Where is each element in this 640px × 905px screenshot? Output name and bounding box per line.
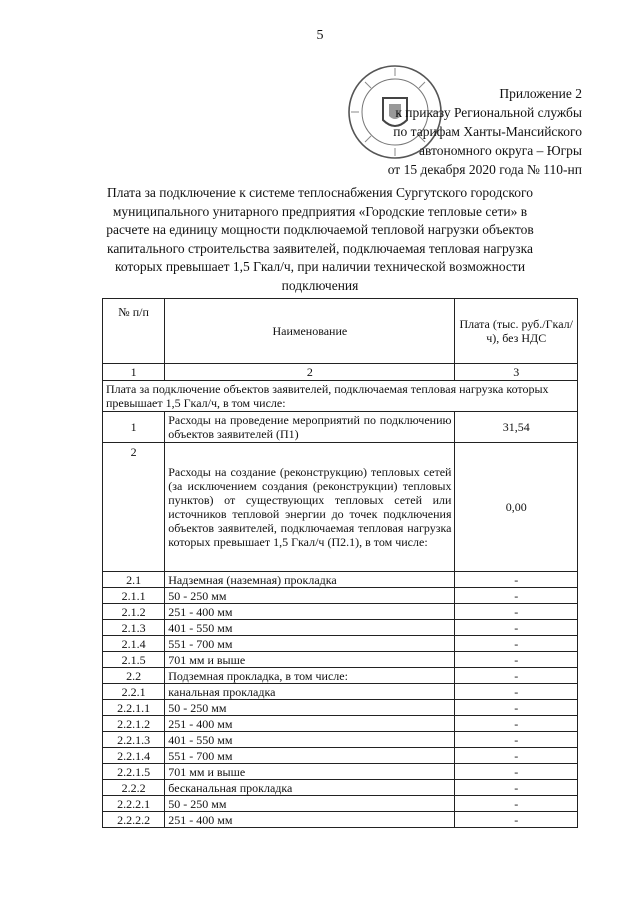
row-num: 2.2.2 bbox=[103, 780, 165, 796]
row-fee: - bbox=[455, 588, 578, 604]
table-row bbox=[103, 796, 578, 812]
table-row bbox=[103, 812, 578, 828]
table-row bbox=[103, 732, 578, 748]
row-name: 50 - 250 мм bbox=[165, 700, 455, 716]
row-fee: - bbox=[455, 684, 578, 700]
row-num: 2.2.1.2 bbox=[103, 716, 165, 732]
row-fee: - bbox=[455, 668, 578, 684]
row-num: 2.2.1.3 bbox=[103, 732, 165, 748]
fee-table bbox=[102, 298, 578, 828]
table-row bbox=[103, 652, 578, 668]
row-fee: - bbox=[455, 636, 578, 652]
row-name: Надземная (наземная) прокладка bbox=[165, 572, 455, 588]
row-num: 2.1.4 bbox=[103, 636, 165, 652]
header-name: Наименование bbox=[165, 299, 455, 364]
row-fee: - bbox=[455, 604, 578, 620]
sub-rows bbox=[103, 572, 578, 828]
table-row bbox=[103, 780, 578, 796]
appendix-line: Приложение 2 bbox=[499, 86, 582, 101]
column-number: 1 bbox=[103, 364, 165, 381]
row-num: 2.1 bbox=[103, 572, 165, 588]
row-name: Расходы на создание (реконструкцию) тепловых сетей (за исключением создания (реконструкции) тепловых пунктов) от существующих тепловых сетей или источников тепловой энергии до точек подключения объектов заявителей, подключаемая тепловая нагрузка которых превышает 1,5 Гкал/ч (П2.1), в том числе: bbox=[165, 443, 455, 572]
row-num: 2.1.1 bbox=[103, 588, 165, 604]
table-row bbox=[103, 748, 578, 764]
row-name: 701 мм и выше bbox=[165, 652, 455, 668]
row-num: 2.2.1.1 bbox=[103, 700, 165, 716]
row-name: 251 - 400 мм bbox=[165, 812, 455, 828]
appendix-line: от 15 декабря 2020 года № 110-нп bbox=[387, 162, 582, 177]
row-name: канальная прокладка bbox=[165, 684, 455, 700]
row-fee: - bbox=[455, 748, 578, 764]
header-num: № п/п bbox=[103, 299, 165, 364]
row-fee: - bbox=[455, 620, 578, 636]
row-name: Подземная прокладка, в том числе: bbox=[165, 668, 455, 684]
row-name: бесканальная прокладка bbox=[165, 780, 455, 796]
row-num: 1 bbox=[103, 412, 165, 443]
column-number: 3 bbox=[455, 364, 578, 381]
row-name: 50 - 250 мм bbox=[165, 796, 455, 812]
row-fee: - bbox=[455, 764, 578, 780]
section-heading-row bbox=[103, 381, 578, 412]
column-number-row bbox=[103, 364, 578, 381]
table-row bbox=[103, 764, 578, 780]
document-title: Плата за подключение к системе теплоснабжения Сургутского городского муниципального унитарного предприятия «Городские тепловые сети» в расчете на единицу мощности подключаемой тепловой нагрузки объектов капитального строительства заявителей, подключаемая тепловая нагрузка которых превышает 1,5 Гкал/ч, при наличии технической возможности подключения bbox=[106, 185, 534, 293]
appendix-line: к приказу Региональной службы bbox=[395, 105, 582, 120]
section-heading: Плата за подключение объектов заявителей, подключаемая тепловая нагрузка которых превышает 1,5 Гкал/ч, в том числе: bbox=[103, 381, 578, 412]
row-fee: - bbox=[455, 700, 578, 716]
row-name: 551 - 700 мм bbox=[165, 748, 455, 764]
row-fee: - bbox=[455, 732, 578, 748]
row-name: 401 - 550 мм bbox=[165, 620, 455, 636]
table-row bbox=[103, 684, 578, 700]
table-row bbox=[103, 412, 578, 443]
row-num: 2.2.1.4 bbox=[103, 748, 165, 764]
table-header-row bbox=[103, 299, 578, 364]
row-name: 701 мм и выше bbox=[165, 764, 455, 780]
row-num: 2 bbox=[103, 443, 165, 572]
row-name: 251 - 400 мм bbox=[165, 716, 455, 732]
table-row bbox=[103, 716, 578, 732]
row-num: 2.2.1.5 bbox=[103, 764, 165, 780]
row-num: 2.2 bbox=[103, 668, 165, 684]
row-num: 2.1.5 bbox=[103, 652, 165, 668]
appendix-block bbox=[322, 84, 582, 179]
row-num: 2.2.2.1 bbox=[103, 796, 165, 812]
row-num: 2.1.3 bbox=[103, 620, 165, 636]
row-name: 401 - 550 мм bbox=[165, 732, 455, 748]
row-name: 551 - 700 мм bbox=[165, 636, 455, 652]
appendix-line: по тарифам Ханты-Мансийского bbox=[393, 124, 582, 139]
row-fee: - bbox=[455, 572, 578, 588]
table-row bbox=[103, 588, 578, 604]
row-num: 2.2.1 bbox=[103, 684, 165, 700]
row-name: 50 - 250 мм bbox=[165, 588, 455, 604]
table-row bbox=[103, 636, 578, 652]
row-num: 2.2.2.2 bbox=[103, 812, 165, 828]
row-fee: - bbox=[455, 780, 578, 796]
row-fee: - bbox=[455, 812, 578, 828]
row-fee: - bbox=[455, 716, 578, 732]
header-fee: Плата (тыс. руб./Гкал/ч), без НДС bbox=[455, 299, 578, 364]
page-number: 5 bbox=[316, 28, 324, 43]
row-fee: - bbox=[455, 652, 578, 668]
table-row bbox=[103, 604, 578, 620]
row-fee: - bbox=[455, 796, 578, 812]
row-name: 251 - 400 мм bbox=[165, 604, 455, 620]
table-row bbox=[103, 620, 578, 636]
table-row bbox=[103, 572, 578, 588]
table-row bbox=[103, 668, 578, 684]
table-row bbox=[103, 443, 578, 572]
row-name: Расходы на проведение мероприятий по подключению объектов заявителей (П1) bbox=[165, 412, 455, 443]
row-fee: 31,54 bbox=[455, 412, 578, 443]
row-fee: 0,00 bbox=[455, 443, 578, 572]
row-num: 2.1.2 bbox=[103, 604, 165, 620]
column-number: 2 bbox=[165, 364, 455, 381]
appendix-line: автономного округа – Югры bbox=[419, 143, 582, 158]
table-row bbox=[103, 700, 578, 716]
